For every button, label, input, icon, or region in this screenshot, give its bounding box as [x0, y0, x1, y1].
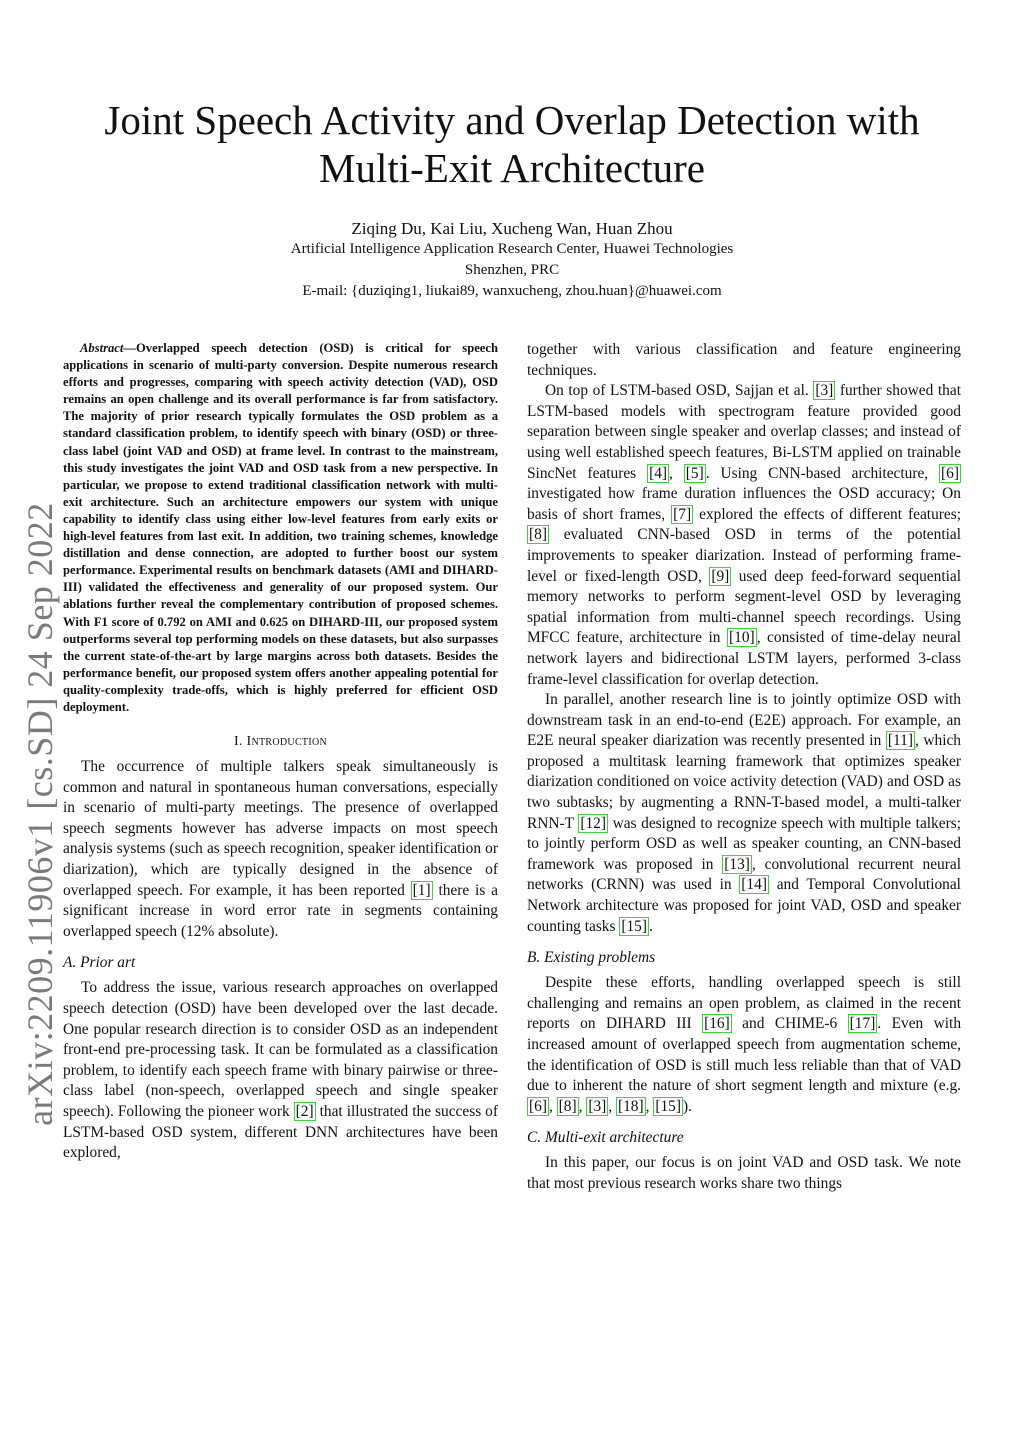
prior-art-paragraph: To address the issue, various research approaches on overlapped speech detection (OSD) have been developed over the last decade. One popular research direction is to consider OSD as an independent front-end pre-processing task. It can be formulated as a classification problem, to identify each speech frame with binary pairwise or three-class label (non-speech, overlapped speech and single speaker speech). Following the pioneer work [2] that illustrated the success of LSTM-based OSD system, different DNN architectures have been explored, — [63, 979, 498, 1162]
citation-link[interactable]: [18] — [617, 1097, 644, 1115]
citation-link[interactable]: [6] — [941, 464, 959, 482]
paper-title — [62, 96, 962, 192]
abstract-lead: Abstract— — [80, 341, 136, 355]
citation-link[interactable]: [1] — [412, 881, 431, 899]
subsection-heading-existing-problems: B. Existing problems — [527, 949, 656, 967]
e2e-paragraph: In parallel, another research line is to jointly optimize OSD with downstream task in an end-to-end (E2E) approach. For example, an E2E neural speaker diarization was recently presented in [11] , which proposed a multitask learning framework that optimizes speaker diarization conditioned on voice activity detection (VAD) and OSD as two subtasks; by augmenting a RNN-T-based model, a multi-talker RNN-T [12] was designed to recognize speech with multiple talkers; to jointly perform OSD as well as speaker counting, an CNN-based framework was proposed in [13] , convolutional recurrent neural networks (CRNN) was used in [14] and Temporal Convolutional Network architecture was proposed for joint VAD, OSD and speaker counting tasks [15] . — [527, 691, 961, 935]
section-heading-introduction: I. Introduction — [233, 734, 328, 750]
affiliation: Artificial Intelligence Application Research Center, Huawei Technologies — [290, 241, 734, 257]
citation-link[interactable]: [14] — [741, 876, 767, 894]
citation-link[interactable]: [3] — [815, 382, 834, 400]
citation-link[interactable]: [15] — [655, 1097, 681, 1115]
citation-link[interactable]: [7] — [673, 505, 692, 523]
citation-link[interactable]: [10] — [729, 629, 755, 647]
citation-link[interactable]: [3] — [588, 1097, 607, 1115]
title-line-1: Joint Speech Activity and Overlap Detection with — [104, 97, 920, 143]
title-line-2: Multi-Exit Architecture — [319, 145, 705, 191]
citation-link[interactable]: [5] — [685, 464, 704, 482]
continued-paragraph: together with various classification and feature engineering techniques. — [527, 341, 961, 379]
existing-problems-paragraph: Despite these efforts, handling overlapped speech is still challenging and remains an open problem, as claimed in the recent reports on DIHARD III [16] and CHIME-6 [17] . Even with increased amount of overlapped speech from augmentation scheme, the identification of OSD is still much less reliable than that of VAD due to inherent the nature of short segment length and mixture (e.g.[6] , [8] , [3] , [18] , [15] ). — [527, 974, 962, 1115]
author-list: Ziqing Du, Kai Liu, Xucheng Wan, Huan Zhou — [351, 219, 673, 238]
arxiv-identifier-stamp — [14, 0, 66, 1448]
multi-exit-paragraph: In this paper, our focus is on joint VAD and OSD task. We note that most previous research works share two things — [527, 1154, 961, 1192]
location: Shenzhen, PRC — [464, 262, 560, 278]
left-column — [63, 340, 498, 1164]
citation-link[interactable]: [2] — [295, 1102, 314, 1120]
subsection-heading-multi-exit: C. Multi-exit architecture — [527, 1129, 684, 1147]
right-column — [527, 340, 961, 1195]
citation-link[interactable]: [15] — [621, 917, 648, 935]
subsection-heading-prior-art: A. Prior art — [63, 954, 136, 972]
related-work-paragraph: On top of LSTM-based OSD, Sajjan et al. [3] further showed that LSTM-based models with spectrogram feature provided good separation between single speaker and overlap classes; and instead of using well established speech features, Bi-LSTM applied on trainable SincNet features [4] , [5] . Using CNN-based architecture, [6] investigated how frame duration influences the OSD accuracy; On basis of short frames, [7] explored the effects of different features; [8] evaluated CNN-based OSD in terms of the potential improvements to speaker diarization. Instead of performing frame-level or fixed-length OSD, [9] used deep feed-forward sequential memory networks to perform segment-level OSD by leveraging spatial information from multi-channel speech recordings. Using MFCC feature, architecture in [10] , consisted of time-delay neural network layers and bidirectional LSTM layers, performed 3-class frame-level classification for overlap detection. — [527, 382, 962, 688]
citation-link[interactable]: [8] — [529, 526, 547, 544]
citation-link[interactable]: [6] — [529, 1097, 547, 1115]
arxiv-id-text: arXiv:2209.11906v1 [cs.SD] 24 Sep 2022 — [20, 502, 60, 1126]
paper-header — [62, 96, 962, 302]
email-line: E-mail: {duziqing1, liukai89, wanxucheng, zhou.huan}@huawei.com — [302, 283, 722, 299]
citation-link[interactable]: [12] — [580, 814, 606, 832]
citation-link[interactable]: [16] — [704, 1015, 730, 1033]
citation-link[interactable]: [17] — [849, 1015, 876, 1033]
citation-link[interactable]: [13] — [724, 855, 750, 873]
citation-link[interactable]: [9] — [711, 567, 730, 585]
citation-link[interactable]: [8] — [558, 1097, 577, 1115]
abstract — [63, 340, 498, 716]
citation-link[interactable]: [11] — [887, 732, 913, 750]
abstract-text: Overlapped speech detection (OSD) is critical for speech applications in scenario of multi-party conversion. Despite numerous research efforts and progresses, comparing with speech activity detection (VAD), OSD remains an open challenge and its overall performance is far from satisfactory. The majority of prior research typically formulates the OSD problem as a standard classification problem, to identify speech with binary (OSD) or three-class label (joint VAD and OSD) at frame level. In contrast to the mainstream, this study investigates the joint VAD and OSD task from a new perspective. In particular, we propose to extend traditional classification network with multi-exit architecture. Such an architecture empowers our system with unique capability to identify class using either low-level features from early exits or high-level features from last exit. In addition, two training schemes, knowledge distillation and dense connection, are adopted to further boost our system performance. Experimental results on benchmark datasets (AMI and DIHARD-III) validated the effectiveness and generality of our proposed system. Our ablations further reveal the complementary contribution of proposed schemes. With F1 score of 0.792 on AMI and 0.625 on DIHARD-III, our proposed system outperforms several top performing models on these datasets, but also surpasses the current state-of-the-art by large margins across both datasets. Besides the performance benefit, our proposed system offers another appealing potential for quality-complexity trade-offs, which is highly preferred for efficient OSD deployment. — [63, 341, 498, 714]
citation-link[interactable]: [4] — [649, 464, 668, 482]
intro-paragraph: The occurrence of multiple talkers speak simultaneously is common and natural in spontaneous human conversations, especially in scenario of multi-party meetings. The presence of overlapped speech segments however has adverse impacts on most speech analysis systems (such as speech recognition, speaker identification or diarization), which are typically designed in the absence of overlapped speech. For example, it has been reported [1] there is a significant increase in word error rate in segments containing overlapped speech (12% absolute). — [63, 758, 499, 940]
